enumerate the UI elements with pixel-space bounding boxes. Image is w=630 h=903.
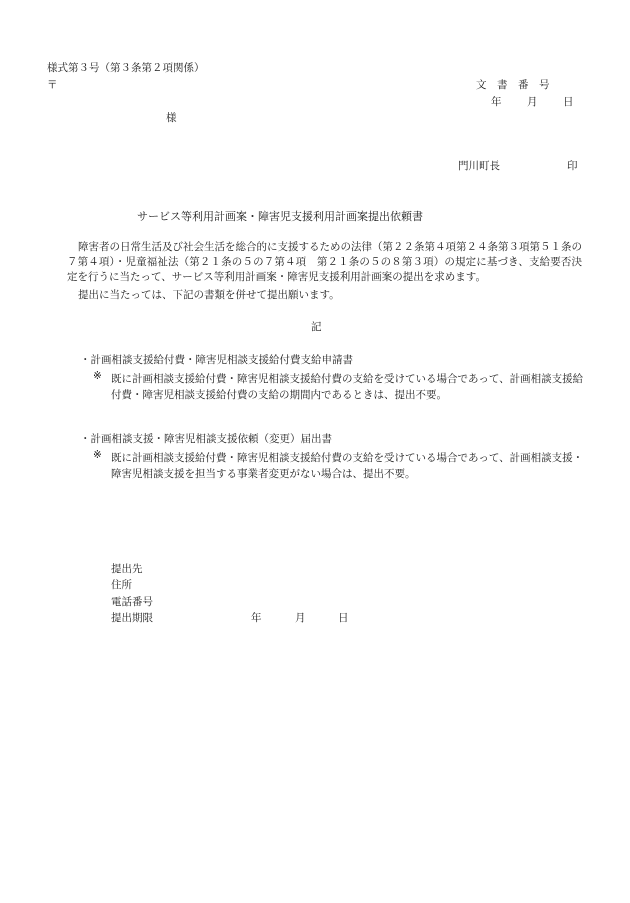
deadline-day-label: 日 <box>338 612 349 624</box>
issuer-name: 門川町長 <box>458 160 500 172</box>
submission-note: 提出に当たっては、下記の書類を併せて提出願います。 <box>78 289 340 301</box>
date-year-label: 年 <box>491 96 502 108</box>
address-label: 住所 <box>111 579 132 591</box>
deadline-month-label: 月 <box>295 612 306 624</box>
seal-mark: 印 <box>567 160 578 172</box>
requirement-item-note: 既に計画相談支援給付費・障害児相談支援給付費の支給を受けている場合であって、計画相談支援給付費・障害児相談支援給付費の支給の期間内であるときは、提出不要。 <box>111 373 584 401</box>
ki-heading: 記 <box>311 321 322 333</box>
destination-label: 提出先 <box>111 563 143 575</box>
date-month-label: 月 <box>527 96 538 108</box>
date-day-label: 日 <box>563 96 574 108</box>
postal-mark: 〒 <box>47 79 58 91</box>
note-mark: ※ <box>93 449 102 461</box>
body-paragraph: 障害者の日常生活及び社会生活を総合的に支援するための法律（第２２条第４項第２４条第３項第５１条の７第４項）・児童福祉法（第２１条の５の７第４項 第２１条の５の８第３項）の規定に基づき、支給要否決定を行うに当たって、サービス等利用計画案・障害児支援利用計画案の提出を求めます。 <box>67 241 582 283</box>
phone-label: 電話番号 <box>111 596 153 608</box>
requirement-item-note: 既に計画相談支援給付費・障害児相談支援給付費の支給を受けている場合であって、計画相談支援・障害児相談支援を担当する事業者変更がない場合は、提出不要。 <box>111 452 584 480</box>
note-mark: ※ <box>93 370 102 382</box>
requirement-item-heading: ・計画相談支援給付費・障害児相談支援給付費支給申請書 <box>80 354 353 366</box>
document-title: サービス等利用計画案・障害児支援利用計画案提出依頼書 <box>137 210 423 223</box>
document-number-label: 文 書 番 号 <box>476 79 550 91</box>
form-number: 様式第３号（第３条第２項関係） <box>47 62 205 74</box>
addressee-suffix: 様 <box>166 112 177 124</box>
deadline-label: 提出期限 <box>111 612 153 624</box>
deadline-year-label: 年 <box>251 612 262 624</box>
requirement-item-heading: ・計画相談支援・障害児相談支援依頼（変更）届出書 <box>80 433 332 445</box>
